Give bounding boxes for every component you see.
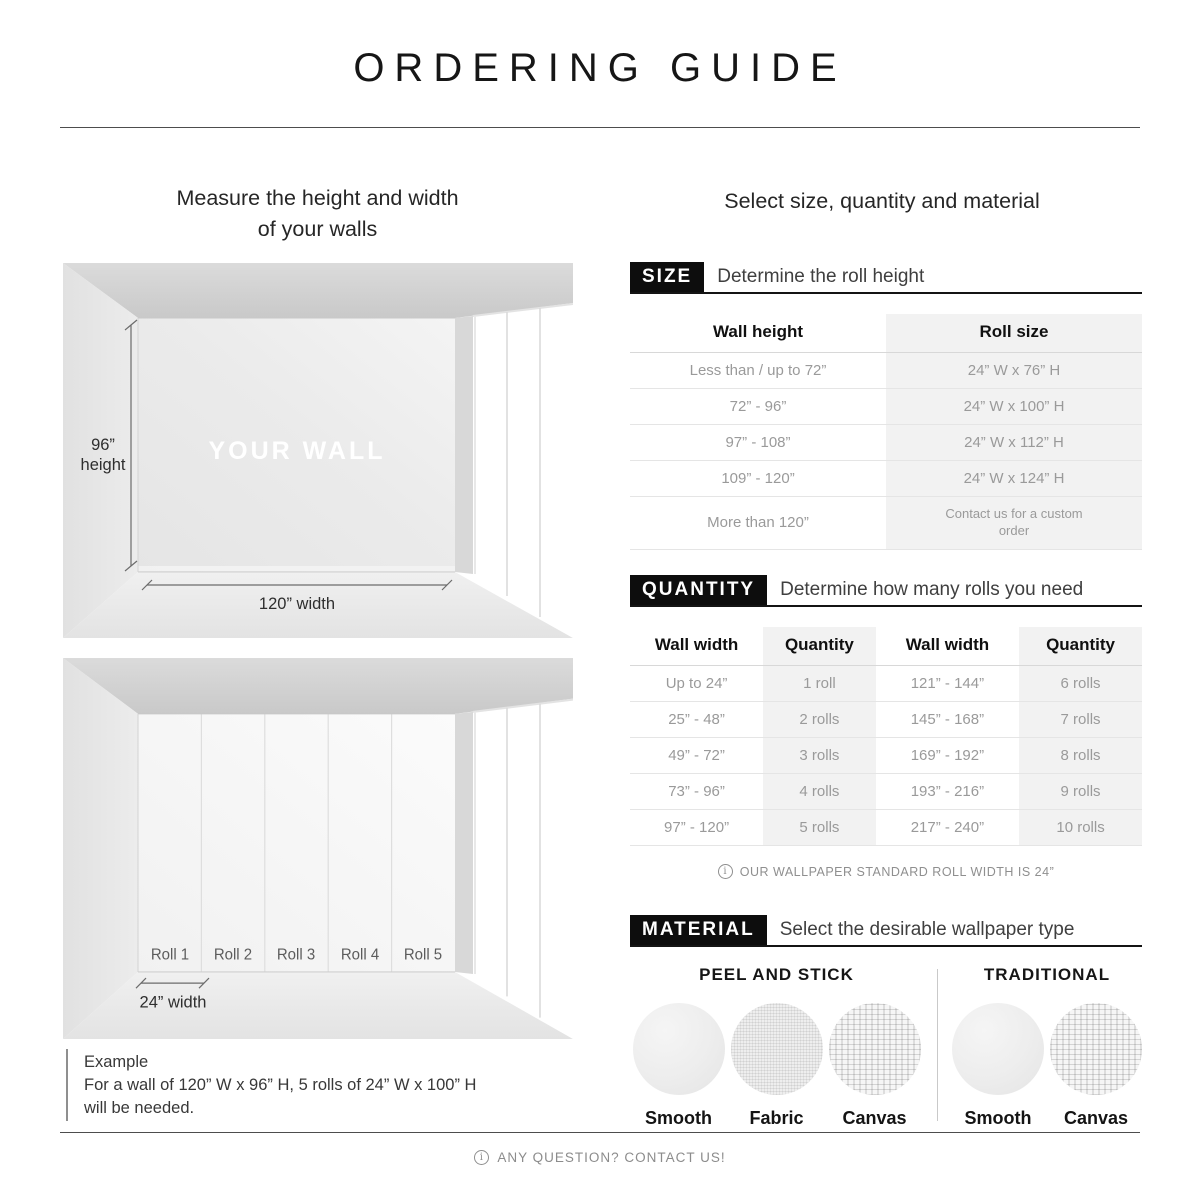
- quantity-cell: 2 rolls: [763, 702, 876, 738]
- wall-width-column-header: Wall width: [630, 627, 763, 666]
- footer-divider: [60, 1132, 1140, 1133]
- quantity-cell: 7 rolls: [1019, 702, 1142, 738]
- fabric-swatch-icon: [731, 1003, 823, 1095]
- quantity-cell: 10 rolls: [1019, 810, 1142, 846]
- traditional-title: TRADITIONAL: [983, 965, 1111, 984]
- quantity-cell: 1 roll: [763, 666, 876, 702]
- material-subtitle: Select the desirable wallpaper type: [779, 919, 1075, 940]
- size-table-header: [630, 314, 1142, 353]
- contact-note-text: ANY QUESTION? CONTACT US!: [497, 1150, 726, 1165]
- size-subtitle: Determine the roll height: [717, 266, 925, 287]
- your-wall-label: YOUR WALL: [208, 437, 386, 465]
- material-section-head: [630, 915, 1142, 947]
- roll-panel-label: Roll 5: [403, 946, 443, 964]
- quantity-table: [630, 627, 1142, 846]
- roll-size-column-header: Roll size: [886, 314, 1142, 353]
- wall-width-cell: 145” - 168”: [876, 702, 1019, 738]
- size-section: [630, 262, 1142, 550]
- traditional-group: [952, 965, 1142, 1129]
- roll-panel-label: Roll 4: [340, 946, 380, 964]
- table-row: [630, 810, 1142, 846]
- width-dimension-label: 120” width: [258, 595, 336, 613]
- wall-width-cell: Up to 24”: [630, 666, 763, 702]
- wall-width-cell: 193” - 216”: [876, 774, 1019, 810]
- table-row: [630, 461, 1142, 497]
- page-title: ORDERING GUIDE: [353, 46, 847, 90]
- quantity-cell: 9 rolls: [1019, 774, 1142, 810]
- material-section: [630, 915, 1142, 1129]
- height-dimension-value: 96”: [91, 436, 115, 454]
- wall-height-cell: More than 120”: [630, 497, 886, 550]
- height-dimension-word: height: [80, 456, 126, 474]
- material-group-divider: [937, 969, 938, 1121]
- quantity-badge: QUANTITY: [630, 575, 767, 605]
- roll-size-cell: 24” W x 100” H: [886, 389, 1142, 425]
- quantity-column-header: Quantity: [763, 627, 876, 666]
- wall-height-cell: 72” - 96”: [630, 389, 886, 425]
- roll-size-cell: 24” W x 112” H: [886, 425, 1142, 461]
- quantity-subtitle: Determine how many rolls you need: [780, 579, 1084, 600]
- example-line2: will be needed.: [84, 1098, 195, 1117]
- wall-height-column-header: Wall height: [630, 314, 886, 353]
- canvas-swatch-icon: [829, 1003, 921, 1095]
- material-option-fabric: [731, 1003, 823, 1129]
- quantity-cell: 5 rolls: [763, 810, 876, 846]
- material-badge: MATERIAL: [630, 915, 767, 945]
- measure-heading-line2: of your walls: [257, 217, 378, 242]
- swatch-label: Smooth: [645, 1108, 712, 1128]
- material-options: [630, 965, 1142, 1129]
- wall-width-cell: 121” - 144”: [876, 666, 1019, 702]
- table-row: [630, 666, 1142, 702]
- table-row: [630, 774, 1142, 810]
- swatch-label: Smooth: [964, 1108, 1032, 1128]
- roll-size-cell: 24” W x 76” H: [886, 353, 1142, 389]
- quantity-cell: 6 rolls: [1019, 666, 1142, 702]
- wall-width-cell: 169” - 192”: [876, 738, 1019, 774]
- example-line1: For a wall of 120” W x 96” H, 5 rolls of 24” W x 100” H: [84, 1075, 477, 1094]
- table-row: [630, 497, 1142, 550]
- wall-width-cell: 217” - 240”: [876, 810, 1019, 846]
- ceiling: [63, 263, 573, 318]
- room-illustration-measure: [63, 263, 573, 638]
- table-row: [630, 425, 1142, 461]
- roll-panel-label: Roll 2: [213, 946, 253, 964]
- wall-width-cell: 25” - 48”: [630, 702, 763, 738]
- back-wall-roll-panels: [138, 714, 455, 972]
- table-row: [630, 738, 1142, 774]
- peel-and-stick-title: PEEL AND STICK: [699, 965, 854, 984]
- quantity-cell: 3 rolls: [763, 738, 876, 774]
- material-option-canvas: [1050, 1003, 1142, 1129]
- peel-and-stick-group: [630, 965, 923, 1129]
- quantity-column-header: Quantity: [1019, 627, 1142, 666]
- quantity-cell: 4 rolls: [763, 774, 876, 810]
- roll-width-label: 24” width: [139, 992, 207, 1012]
- size-table: [630, 314, 1142, 550]
- smooth-swatch-icon: [633, 1003, 725, 1095]
- example-note: [66, 1049, 476, 1121]
- roll-size-cell: 24” W x 124” H: [886, 461, 1142, 497]
- swatch-label: Canvas: [842, 1108, 907, 1128]
- wall-height-cell: Less than / up to 72”: [630, 353, 886, 389]
- wall-width-cell: 97” - 120”: [630, 810, 763, 846]
- wall-height-cell: 109” - 120”: [630, 461, 886, 497]
- wall-width-cell: 73” - 96”: [630, 774, 763, 810]
- example-title: Example: [84, 1053, 149, 1071]
- material-option-smooth: [633, 1003, 725, 1129]
- canvas-swatch-icon: [1050, 1003, 1142, 1095]
- wall-width-cell: 49” - 72”: [630, 738, 763, 774]
- roll-width-note-text: OUR WALLPAPER STANDARD ROLL WIDTH IS 24”: [739, 864, 1055, 879]
- custom-order-note: Contact us for a custom order: [945, 506, 1083, 538]
- select-heading: Select size, quantity and material: [724, 189, 1040, 213]
- measure-heading-line1: Measure the height and width: [176, 186, 459, 210]
- top-divider: [60, 127, 1140, 128]
- wall-width-column-header: Wall width: [876, 627, 1019, 666]
- wall-height-cell: 97” - 108”: [630, 425, 886, 461]
- info-icon: [718, 864, 733, 879]
- roll-size-cell: [886, 497, 1142, 550]
- roll-panel-label: Roll 3: [276, 946, 316, 964]
- table-row: [630, 353, 1142, 389]
- material-option-smooth: [952, 1003, 1044, 1129]
- ceiling: [63, 658, 573, 714]
- table-row: [630, 389, 1142, 425]
- material-option-canvas: [829, 1003, 921, 1129]
- size-badge: SIZE: [630, 262, 704, 292]
- swatch-label: Fabric: [749, 1108, 804, 1128]
- quantity-table-header: [630, 627, 1142, 666]
- contact-note: [0, 1150, 1200, 1165]
- swatch-label: Canvas: [1063, 1108, 1129, 1128]
- smooth-swatch-icon: [952, 1003, 1044, 1095]
- table-row: [630, 702, 1142, 738]
- roll-panel-label: Roll 1: [150, 946, 190, 964]
- room-illustration-rolls: [63, 658, 573, 1039]
- info-icon: [474, 1150, 489, 1165]
- quantity-section: [630, 575, 1142, 879]
- roll-width-note: [630, 864, 1142, 879]
- size-section-head: [630, 262, 1142, 294]
- quantity-section-head: [630, 575, 1142, 607]
- left-wall: [63, 658, 138, 1039]
- measure-heading: [60, 183, 575, 245]
- quantity-cell: 8 rolls: [1019, 738, 1142, 774]
